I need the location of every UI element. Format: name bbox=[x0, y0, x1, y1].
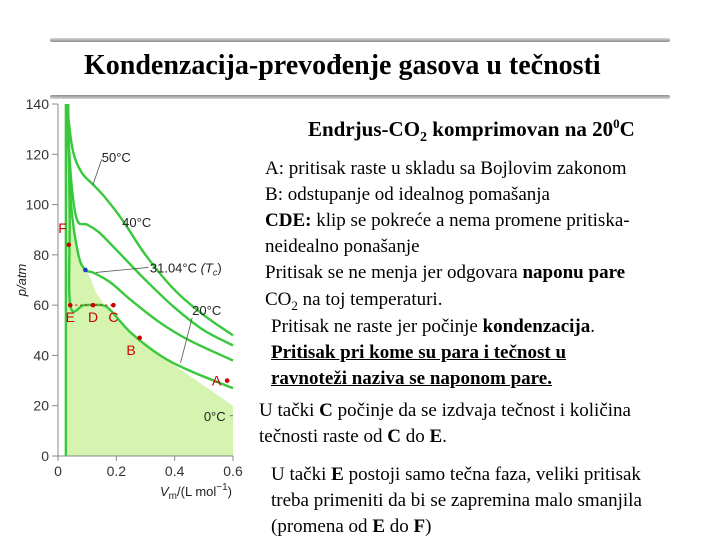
critical-point bbox=[83, 268, 88, 273]
y-tick-label: 140 bbox=[25, 96, 49, 112]
line-condensation: Pritisak ne raste jer počinje kondenzacija. bbox=[271, 316, 596, 337]
line-point-e: U tački E postoji samo tečna faza, veliki pritisak bbox=[271, 464, 641, 485]
line-definition-1: Pritisak pri kome su para i tečnost u bbox=[271, 342, 567, 363]
slide-title: Kondenzacija-prevođenje gasova u tečnosti bbox=[84, 50, 601, 81]
line-volume: treba primeniti da bi se zapremina malo smanjila bbox=[271, 490, 642, 511]
label-leader bbox=[96, 267, 149, 272]
point-label-c: C bbox=[108, 309, 119, 326]
x-axis-title: $V_m/(L$ mol$^{-1}$) bbox=[160, 482, 233, 502]
x-tick-label: 0 bbox=[54, 463, 62, 479]
point-a bbox=[225, 378, 230, 383]
point-b bbox=[137, 336, 142, 341]
x-tick-label: 0.6 bbox=[223, 463, 243, 479]
y-tick-label: 0 bbox=[41, 448, 49, 464]
point-f bbox=[66, 243, 71, 248]
y-axis-title: p/atm bbox=[14, 263, 29, 297]
isotherm-label-0: 0°C bbox=[203, 408, 226, 424]
line-definition-2: ravnoteži naziva se naponom pare. bbox=[271, 368, 552, 389]
line-a: A: pritisak raste u skladu sa Bojlovim zakonom bbox=[265, 158, 627, 179]
top-divider bbox=[50, 38, 670, 42]
y-tick-label: 60 bbox=[33, 297, 49, 314]
line-e-to-f: (promena od E do F) bbox=[271, 516, 432, 537]
x-tick-label: 0.2 bbox=[106, 463, 127, 479]
y-tick-label: 100 bbox=[25, 196, 49, 213]
y-tick-label: 40 bbox=[33, 347, 49, 364]
isotherm-label-20: 20°C bbox=[192, 303, 222, 319]
y-tick-label: 20 bbox=[33, 397, 49, 414]
isotherm-label-40: 40°C bbox=[122, 215, 152, 231]
point-label-d: D bbox=[87, 309, 99, 326]
line-cde: CDE: klip se pokreće a nema promene pritiska- bbox=[265, 210, 630, 231]
line-b: B: odstupanje od idealnog pomašanja bbox=[265, 184, 550, 205]
x-tick-label: 0.4 bbox=[164, 463, 185, 479]
isotherm-label-50: 50°C bbox=[101, 149, 131, 165]
line-vapor-pressure: Pritisak se ne menja jer odgovara naponu pare bbox=[265, 262, 626, 283]
line-co2-temp: $CO_2$ na toj temperaturi. bbox=[265, 289, 443, 313]
point-label-b: B bbox=[126, 341, 136, 358]
point-label-e: E bbox=[65, 309, 75, 326]
line-c-to-e: tečnosti raste od C do E. bbox=[259, 426, 447, 447]
y-tick-label: 120 bbox=[25, 146, 49, 163]
y-tick-label: 80 bbox=[33, 246, 49, 263]
point-label-a: A bbox=[211, 372, 222, 389]
point-label-f: F bbox=[58, 219, 67, 236]
isotherm-label-critical: 31.04°C $(T_c)$ bbox=[149, 260, 222, 278]
liquid-vapor-region bbox=[65, 104, 233, 456]
chart-subtitle: Endrjus-$CO_2$ komprimovan na $20^0C$ bbox=[308, 116, 635, 146]
label-leader bbox=[93, 159, 102, 184]
line-point-c: U tački C počinje da se izdvaja tečnost i količina bbox=[259, 400, 631, 421]
isotherm-chart bbox=[0, 92, 250, 502]
line-nonideal: neidealno ponašanje bbox=[265, 236, 420, 257]
